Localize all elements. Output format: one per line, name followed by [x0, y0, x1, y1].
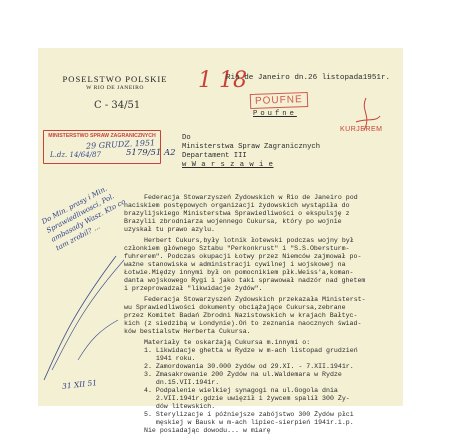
letterhead [60, 74, 170, 91]
addressee [182, 134, 320, 170]
addressee-line3: Departament III [182, 152, 247, 160]
ministry-stamp [43, 130, 161, 164]
confidential-stamp-label: POUFNE [254, 94, 303, 107]
letter-body [124, 194, 400, 435]
body-line: kich (z siedzibą w Londynie).Oń to zeznania naocznych świad- [124, 320, 362, 327]
body-line: naciskiem postępowych organizacji żydowskich wystąpiła do [124, 202, 350, 209]
body-line: przez Komitet Badań Zbrodni Nazistowskich w krajach Bałtyc- [124, 312, 358, 319]
list-item: 3. Zmasakrowanie 200 Żydów na ul.Waldemara w Rydze [144, 371, 342, 378]
document-page [38, 48, 403, 434]
addressee-line1: Do [182, 134, 191, 142]
ministry-stamp-title: MINISTERSTWO SPRAW ZAGRANICZNYCH [48, 133, 156, 139]
margin-annotation-lines [38, 220, 128, 390]
place-date: Rio de Janeiro dn.26 listopada1951r. [226, 74, 391, 82]
body-line: Federacja Stowarzyszeń Żydowskich przekazała Ministerst- [144, 296, 366, 303]
red-scribble [346, 96, 386, 136]
courier-note: KURJEREM [340, 126, 383, 133]
ministry-handwritten-ref: 5179/51 A2 [126, 148, 176, 158]
body-line: członkiem głównego Sztabu "Perkonkrust" i "S.S.Obersturm- [124, 245, 350, 252]
list-item: 2.VII.1941r.gdzie uwięził i żywcem spalił 300 Ży- [144, 395, 350, 402]
reference-number: C - 34/51 [94, 100, 141, 111]
letterhead-line1: POSELSTWO POLSKIE [62, 74, 168, 84]
confidential-stamp [250, 92, 308, 109]
body-line: Brazylii zbrodniarza wojennego Cukursa, który po wojnie [124, 218, 342, 225]
list-item: 4. Podpalenie wielkiej synagogi na ul.Gogola dnia [144, 387, 338, 394]
list-item: 2. Zamordowania 30.000 żydów od 29.XI. - 7.XII.1941r. [144, 363, 354, 370]
body-line: Herbert Cukurs,były lotnik łotewski podczas wojny był [144, 237, 354, 244]
body-line: i przeprowadzał "likwidacje żydów". [124, 285, 263, 292]
body-line: ków bestialstw Herberta Cukursa. [124, 328, 251, 335]
body-line: ważne stanowiska w administracji cywilnej i wojskowej na [124, 261, 346, 268]
margin-handwritten-notes: Do Min. prasy i Min. Sprawiedliwosci, Pol. ambasady Wasz. Kto co tam zrobil? ... [40, 184, 127, 253]
addressee-line4: w W a r s z a w i e [182, 161, 274, 169]
body-line: brazylijskiego Ministerstwa Sprawiedliwości o ekspulsję z [124, 210, 350, 217]
handwritten-number: 1 18 [198, 68, 247, 93]
confidential-subline: Poufne [253, 110, 297, 118]
list-item: męskiej w Bausk w m-ach lipiec-sierpień 1941r.i.p. [144, 419, 354, 426]
body-line: uzyskał tu prawo azylu. [124, 226, 216, 233]
margin-date: 31 XII 51 [61, 378, 98, 391]
list-item: 5. Sterylizacje i późniejsze zabójstwo 300 Żydów płci [144, 411, 354, 418]
letterhead-line2: W RIO DE JANEIRO [86, 85, 144, 91]
ministry-stamp-number: L.dz. 14/64/87 [50, 151, 101, 159]
body-line: danta wojskowego Rygi i jako taki sprawował nadzór nad ghetem [124, 277, 366, 284]
body-line: wu Sprawiedliwości dokumenty obciążające Cukursa,zebrane [124, 304, 346, 311]
list-item: dn.15.VII.1941r. [144, 379, 220, 386]
addressee-line2: Ministerstwa Spraw Zagranicznych [182, 143, 321, 151]
list-item: dów litewskich. [144, 403, 216, 410]
list-item: 1941 roku. [144, 355, 196, 362]
body-line: Łotwie.Między innymi był on pomocnikiem płk.Weiss'a,koman- [124, 269, 354, 276]
list-item: 1. Likwidacje ghetta w Rydze w m-ach listopad grudzień [144, 347, 358, 354]
ministry-stamp-date: 29 GRUDZ. 1951 [85, 138, 156, 151]
body-line: fuhrerem". Podczas okupacji Łotwy przez Niemców zajmował po- [124, 253, 362, 260]
body-line: Materiały te oskarżają Cukursa m.innymi o: [144, 339, 311, 346]
list-item: Nie posiadając dowodu... w miarę [144, 427, 271, 434]
body-line: Federacja Stowarzyszeń Żydowskich w Rio de Janeiro pod [144, 194, 358, 201]
